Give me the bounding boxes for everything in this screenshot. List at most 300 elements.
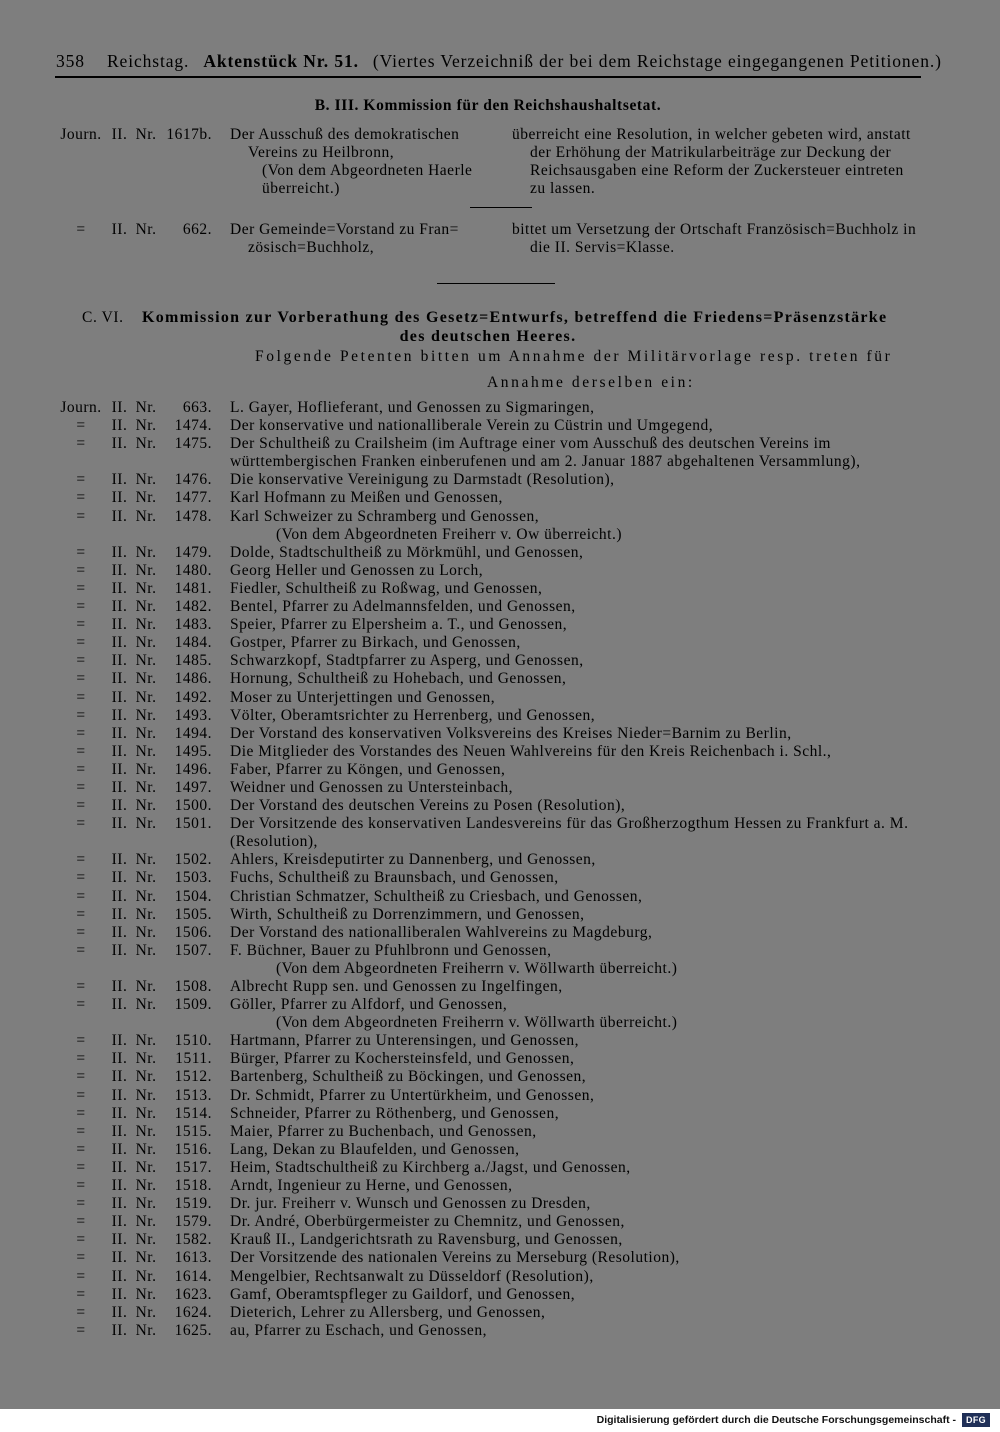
journal-reference <box>55 978 230 996</box>
journal-nr-label: Nr. <box>135 742 157 760</box>
petitioner-line: Lang, Dekan zu Blaufelden, und Genossen, <box>230 1140 520 1158</box>
journal-reference <box>55 580 230 598</box>
journal-nr-label: Nr. <box>135 1050 157 1068</box>
journal-reference <box>55 399 230 417</box>
section-c-label: C. VI. <box>82 309 124 326</box>
journal-nr-label: Nr. <box>135 1104 157 1122</box>
list-item <box>55 1231 975 1249</box>
journal-number: 1492. <box>174 688 212 706</box>
petitioner-line: au, Pfarrer zu Eschach, und Genossen, <box>230 1321 487 1339</box>
list-item <box>55 851 975 869</box>
petitioner-line: Dr. André, Oberbürgermeister zu Chemnitz, und Genossen, <box>230 1213 625 1231</box>
journal-number: 1614. <box>174 1267 212 1285</box>
journal-number: 1515. <box>174 1122 212 1140</box>
list-item <box>55 1268 975 1286</box>
journal-nr-label: Nr. <box>135 815 157 833</box>
journal-prefix: = <box>76 724 86 742</box>
journal-prefix: = <box>76 489 86 507</box>
list-item <box>55 761 975 779</box>
petitioner-text <box>230 743 975 761</box>
running-header <box>56 50 956 72</box>
journal-number: 1504. <box>174 887 212 905</box>
petitioner-text <box>230 417 975 435</box>
journal-reference <box>55 562 230 580</box>
journal-prefix: = <box>76 417 86 435</box>
journal-nr-label: Nr. <box>135 1140 157 1158</box>
journal-volume: II. <box>111 742 128 760</box>
list-item <box>55 1068 975 1086</box>
journal-reference <box>55 1268 230 1286</box>
journal-volume: II. <box>111 126 128 143</box>
journal-nr-label: Nr. <box>135 905 157 923</box>
journal-reference <box>55 417 230 435</box>
journal-prefix: = <box>76 1267 86 1285</box>
journal-prefix: = <box>76 778 86 796</box>
petition-request <box>512 221 962 257</box>
journal-nr-label: Nr. <box>135 1249 157 1267</box>
header-rule <box>55 76 921 78</box>
journal-prefix: = <box>76 471 86 489</box>
petitioner-line: Vereins zu Heilbronn, <box>248 144 395 161</box>
list-item <box>55 580 975 598</box>
list-item <box>55 888 975 906</box>
journal-volume: II. <box>111 923 128 941</box>
journal-volume: II. <box>111 706 128 724</box>
dfg-logo: DFG <box>962 1413 990 1427</box>
section-c-title-continued: des deutschen Heeres. <box>399 328 577 345</box>
journal-volume: II. <box>111 1050 128 1068</box>
journal-prefix: = <box>76 1158 86 1176</box>
petitioner-line: Gamf, Oberamtspfleger zu Gaildorf, und Genossen, <box>230 1285 576 1303</box>
petitioner-text <box>230 634 975 652</box>
journal-nr-label: Nr. <box>135 996 157 1014</box>
journal-number: 1486. <box>174 670 212 688</box>
journal-reference <box>55 707 230 725</box>
journal-number: 1497. <box>174 778 212 796</box>
journal-volume: II. <box>111 1032 128 1050</box>
list-item <box>55 616 975 634</box>
journal-number: 1494. <box>174 724 212 742</box>
petitioner-text <box>230 489 975 507</box>
petition-request <box>512 126 962 198</box>
journal-number: 1478. <box>174 507 212 525</box>
list-item <box>55 1123 975 1141</box>
petitioner-line: Der Ausschuß des demokratischen <box>230 126 460 143</box>
journal-volume: II. <box>111 1140 128 1158</box>
journal-volume: II. <box>111 670 128 688</box>
journal-volume: II. <box>111 579 128 597</box>
journal-nr-label: Nr. <box>135 1086 157 1104</box>
petitioner-text <box>230 888 975 906</box>
journal-volume: II. <box>111 561 128 579</box>
journal-volume: II. <box>111 688 128 706</box>
journal-number: 1513. <box>174 1086 212 1104</box>
journal-reference <box>55 598 230 616</box>
request-line: zu lassen. <box>530 180 596 197</box>
petitioner-line: Bartenberg, Schultheiß zu Böckingen, und Genossen, <box>230 1068 587 1086</box>
petitioner-line: württembergischen Franken einberufenen und am 2. Januar 1887 abgehaltenen Versammlung), <box>230 453 861 471</box>
petitioner-line: Dr. jur. Freiherr v. Wunsch und Genossen zu Dresden, <box>230 1195 591 1213</box>
journal-reference <box>55 670 230 688</box>
petitioner-line: Göller, Pfarrer zu Alfdorf, und Genossen, <box>230 996 508 1014</box>
journal-reference <box>55 1141 230 1159</box>
journal-number: 1501. <box>174 815 212 833</box>
journal-volume: II. <box>111 543 128 561</box>
journal-reference <box>55 1068 230 1086</box>
journal-nr-label: Nr. <box>135 706 157 724</box>
petitioner-text <box>230 508 975 544</box>
petitioner-text <box>230 435 975 471</box>
journal-volume: II. <box>111 887 128 905</box>
list-item <box>55 652 975 670</box>
petitioner-line: Arndt, Ingenieur zu Herne, und Genossen, <box>230 1177 513 1195</box>
journal-number: 1479. <box>174 543 212 561</box>
journal-nr-label: Nr. <box>135 1068 157 1086</box>
list-item <box>55 544 975 562</box>
petitioner-text <box>230 924 975 942</box>
journal-number: 1483. <box>174 616 212 634</box>
petitioner-line: L. Gayer, Hoflieferant, und Genossen zu Sigmaringen, <box>230 399 595 416</box>
journal-reference <box>55 544 230 562</box>
petitioner-line: Der Vorstand des deutschen Vereins zu Posen (Resolution), <box>230 797 626 815</box>
list-item <box>55 996 975 1032</box>
journal-nr-label: Nr. <box>135 1122 157 1140</box>
journal-reference <box>55 221 212 239</box>
journal-prefix: = <box>76 221 86 238</box>
list-item <box>55 471 975 489</box>
journal-prefix: = <box>76 1050 86 1068</box>
journal-nr-label: Nr. <box>135 598 157 616</box>
journal-number: 1519. <box>174 1195 212 1213</box>
journal-nr-label: Nr. <box>135 851 157 869</box>
petitioner-line: Bentel, Pfarrer zu Adelmannsfelden, und Genossen, <box>230 598 576 616</box>
journal-reference <box>55 869 230 887</box>
journal-prefix: = <box>76 923 86 941</box>
petitioner-text <box>230 598 975 616</box>
journal-volume: II. <box>111 471 128 489</box>
journal-prefix: = <box>76 1249 86 1267</box>
petitioner-line: Die Mitglieder des Vorstandes des Neuen Wahlvereins für den Kreis Reichenbach i. Schl., <box>230 742 832 760</box>
journal-number: 1500. <box>174 797 212 815</box>
journal-volume: II. <box>111 1249 128 1267</box>
journal-volume: II. <box>111 1177 128 1195</box>
journal-reference <box>55 471 230 489</box>
journal-number: 1613. <box>174 1249 212 1267</box>
petitioner-line: Christian Schmatzer, Schultheiß zu Criesbach, und Genossen, <box>230 887 643 905</box>
journal-nr-label: Nr. <box>135 1032 157 1050</box>
section-c-intro-continued: Annahme derselben ein: <box>487 374 695 391</box>
petition-list <box>55 399 975 1340</box>
list-item <box>55 869 975 887</box>
list-item <box>55 1141 975 1159</box>
petitioner-line: Der Schultheiß zu Crailsheim (im Auftrage einer vom Ausschuß des deutschen Vereins im <box>230 435 831 453</box>
petitioner-text <box>230 399 975 417</box>
journal-prefix: = <box>76 1140 86 1158</box>
petitioner-text <box>230 707 975 725</box>
journal-nr-label: Nr. <box>135 797 157 815</box>
journal-reference <box>55 634 230 652</box>
journal-prefix: = <box>76 797 86 815</box>
petitioner-text <box>230 580 975 598</box>
journal-volume: II. <box>111 1122 128 1140</box>
petitioner-text <box>230 1231 975 1249</box>
list-item <box>55 1032 975 1050</box>
journal-reference <box>55 435 230 471</box>
list-item <box>55 779 975 797</box>
list-item <box>55 1213 975 1231</box>
petitioner-line: Der Gemeinde=Vorstand zu Fran= <box>230 221 459 238</box>
journal-volume: II. <box>111 797 128 815</box>
header-reichstag: Reichstag. <box>106 51 190 71</box>
petitioner-line: Fiedler, Schultheiß zu Roßwag, und Genossen, <box>230 579 543 597</box>
journal-volume: II. <box>111 598 128 616</box>
list-item <box>55 1195 975 1213</box>
petitioner-line: Albrecht Rupp sen. und Genossen zu Ingelfingen, <box>230 978 563 995</box>
request-line: der Erhöhung der Matrikularbeiträge zur Deckung der <box>530 144 892 161</box>
journal-reference <box>55 1213 230 1231</box>
journal-volume: II. <box>111 1086 128 1104</box>
journal-nr-label: Nr. <box>135 652 157 670</box>
journal-prefix: = <box>76 1303 86 1321</box>
request-line: überreicht eine Resolution, in welcher gebeten wird, anstatt <box>512 126 911 143</box>
petitioner-text <box>230 544 975 562</box>
journal-prefix: = <box>76 1068 86 1086</box>
journal-prefix: = <box>76 1104 86 1122</box>
journal-nr-label: Nr. <box>135 1177 157 1195</box>
list-item <box>55 562 975 580</box>
funding-notice: Digitalisierung gefördert durch die Deutsche Forschungsgemeinschaft - <box>596 1414 956 1426</box>
petitioner-text <box>230 797 975 815</box>
journal-nr-label: Nr. <box>135 579 157 597</box>
petitioner-text <box>230 978 975 996</box>
petitioner-line: Die konservative Vereinigung zu Darmstadt (Resolution), <box>230 471 615 489</box>
journal-reference <box>55 815 230 851</box>
list-item <box>55 399 975 417</box>
petitioner-text <box>230 1213 975 1231</box>
journal-number: 1514. <box>174 1104 212 1122</box>
request-line: Reichsausgaben eine Reform der Zuckersteuer eintreten <box>530 162 904 179</box>
petitioner-text <box>230 1141 975 1159</box>
petitioner-line: Der Vorstand des nationalliberalen Wahlvereins zu Magdeburg, <box>230 923 653 941</box>
journal-number: 1476. <box>174 471 212 489</box>
petitioner-line: Weidner und Genossen zu Untersteinbach, <box>230 778 513 796</box>
journal-nr-label: Nr. <box>135 399 157 416</box>
petitioner-line: Der Vorsitzende des konservativen Landesvereins für das Großherzogthum Hessen zu Frankfurt a. M. <box>230 815 909 833</box>
journal-prefix: = <box>76 905 86 923</box>
journal-reference <box>55 616 230 634</box>
petitioner-line: Bürger, Pfarrer zu Kochersteinsfeld, und Genossen, <box>230 1050 575 1068</box>
journal-volume: II. <box>111 1213 128 1231</box>
journal-number: 1503. <box>174 869 212 887</box>
journal-number: 1517. <box>174 1158 212 1176</box>
journal-reference <box>55 652 230 670</box>
submission-note: (Von dem Abgeordneten Freiherr v. Ow überreicht.) <box>276 525 623 543</box>
journal-reference <box>55 906 230 924</box>
journal-number: 1512. <box>174 1068 212 1086</box>
journal-volume: II. <box>111 634 128 652</box>
journal-prefix: = <box>76 1231 86 1249</box>
journal-reference <box>55 1032 230 1050</box>
petitioner-text <box>230 562 975 580</box>
petitioner <box>230 126 505 198</box>
journal-volume: II. <box>111 616 128 634</box>
section-c-title: Kommission zur Vorberathung des Gesetz=Entwurfs, betreffend die Friedens=Präsenzstärke <box>142 309 888 326</box>
journal-nr-label: Nr. <box>135 561 157 579</box>
journal-nr-label: Nr. <box>135 724 157 742</box>
journal-nr-label: Nr. <box>135 471 157 489</box>
journal-prefix: = <box>76 1285 86 1303</box>
journal-number: 1508. <box>174 978 212 995</box>
journal-number: 1496. <box>174 760 212 778</box>
journal-prefix: = <box>76 616 86 634</box>
journal-prefix: = <box>76 652 86 670</box>
journal-nr-label: Nr. <box>135 1267 157 1285</box>
journal-number: 1625. <box>174 1321 212 1339</box>
journal-reference <box>55 996 230 1032</box>
journal-number: 662. <box>182 221 212 238</box>
journal-number: 1505. <box>174 905 212 923</box>
page-number: 358 <box>56 51 85 71</box>
petitioner <box>230 221 505 257</box>
list-item <box>55 1304 975 1322</box>
petitioner-line: Dolde, Stadtschultheiß zu Mörkmühl, und Genossen, <box>230 543 584 561</box>
journal-prefix: = <box>76 688 86 706</box>
petitioner-text <box>230 1268 975 1286</box>
journal-volume: II. <box>111 1068 128 1086</box>
journal-nr-label: Nr. <box>135 1195 157 1213</box>
petitioner-line: Faber, Pfarrer zu Köngen, und Genossen, <box>230 760 506 778</box>
list-item <box>55 942 975 978</box>
list-item <box>55 743 975 761</box>
journal-number: 1506. <box>174 923 212 941</box>
petitioner-text <box>230 1177 975 1195</box>
journal-volume: II. <box>111 1195 128 1213</box>
petitioner-text <box>230 1195 975 1213</box>
journal-number: 1511. <box>175 1050 212 1068</box>
journal-volume: II. <box>111 724 128 742</box>
journal-reference <box>55 888 230 906</box>
journal-prefix: = <box>76 887 86 905</box>
journal-volume: II. <box>111 941 128 959</box>
request-line: die II. Servis=Klasse. <box>530 239 675 256</box>
journal-nr-label: Nr. <box>135 1158 157 1176</box>
journal-reference <box>55 1195 230 1213</box>
journal-reference <box>55 1304 230 1322</box>
journal-volume: II. <box>111 435 128 453</box>
petitioner-line: Dr. Schmidt, Pfarrer zu Untertürkheim, und Genossen, <box>230 1086 595 1104</box>
journal-prefix: = <box>76 1177 86 1195</box>
petitioner-text <box>230 1105 975 1123</box>
journal-nr-label: Nr. <box>135 126 157 143</box>
list-item <box>55 634 975 652</box>
journal-number: 1495. <box>174 742 212 760</box>
journal-nr-label: Nr. <box>135 688 157 706</box>
journal-number: 1510. <box>174 1032 212 1050</box>
list-item <box>55 670 975 688</box>
list-item <box>55 1105 975 1123</box>
journal-reference <box>55 1249 230 1267</box>
journal-volume: II. <box>111 652 128 670</box>
journal-prefix: = <box>76 742 86 760</box>
list-item <box>55 1249 975 1267</box>
journal-volume: II. <box>111 1303 128 1321</box>
section-separator <box>437 283 555 284</box>
journal-number: 1518. <box>174 1177 212 1195</box>
journal-reference <box>55 689 230 707</box>
journal-volume: II. <box>111 778 128 796</box>
journal-number: 1482. <box>174 598 212 616</box>
journal-nr-label: Nr. <box>135 417 157 435</box>
list-item <box>55 508 975 544</box>
header-aktenstueck: Aktenstück Nr. 51. <box>203 51 359 71</box>
journal-reference <box>55 942 230 978</box>
petitioner-text <box>230 1050 975 1068</box>
petitioner-text <box>230 815 975 851</box>
petitioner-line: Heim, Stadtschultheiß zu Kirchberg a./Jagst, und Genossen, <box>230 1158 631 1176</box>
journal-nr-label: Nr. <box>135 923 157 941</box>
petitioner-text <box>230 851 975 869</box>
petitioner-line: F. Büchner, Bauer zu Pfuhlbronn und Genossen, <box>230 941 552 959</box>
journal-prefix: = <box>76 815 86 833</box>
list-item <box>55 489 975 507</box>
journal-prefix: = <box>76 978 86 995</box>
petitioner-line: Der Vorsitzende des nationalen Vereins zu Merseburg (Resolution), <box>230 1249 680 1267</box>
petitioner-line: Krauß II., Landgerichtsrath zu Ravensburg, und Genossen, <box>230 1231 623 1249</box>
petitioner-text <box>230 725 975 743</box>
journal-number: 1623. <box>174 1285 212 1303</box>
journal-prefix: Journ. <box>60 126 102 143</box>
journal-reference <box>55 1286 230 1304</box>
journal-reference <box>55 1231 230 1249</box>
journal-reference <box>55 1050 230 1068</box>
journal-volume: II. <box>111 760 128 778</box>
journal-prefix: Journ. <box>60 399 102 416</box>
petitioner-line: Hartmann, Pfarrer zu Unterensingen, und Genossen, <box>230 1032 580 1050</box>
journal-nr-label: Nr. <box>135 941 157 959</box>
journal-prefix: = <box>76 507 86 525</box>
journal-volume: II. <box>111 1158 128 1176</box>
journal-nr-label: Nr. <box>135 543 157 561</box>
journal-number: 1481. <box>174 579 212 597</box>
petitioner-line: Dieterich, Lehrer zu Allersberg, und Genossen, <box>230 1303 546 1321</box>
journal-reference <box>55 779 230 797</box>
journal-number: 1485. <box>174 652 212 670</box>
journal-nr-label: Nr. <box>135 760 157 778</box>
list-item <box>55 1286 975 1304</box>
journal-volume: II. <box>111 1321 128 1339</box>
journal-nr-label: Nr. <box>135 1231 157 1249</box>
journal-prefix: = <box>76 1213 86 1231</box>
journal-nr-label: Nr. <box>135 489 157 507</box>
list-item <box>55 1087 975 1105</box>
petitioner-text <box>230 1322 975 1340</box>
journal-volume: II. <box>111 978 128 995</box>
petitioner-line: Karl Schweizer zu Schramberg und Genossen, <box>230 507 540 525</box>
journal-nr-label: Nr. <box>135 1213 157 1231</box>
journal-nr-label: Nr. <box>135 778 157 796</box>
journal-volume: II. <box>111 399 128 416</box>
list-item <box>55 797 975 815</box>
journal-number: 1493. <box>174 706 212 724</box>
list-item <box>55 906 975 924</box>
footer-bar <box>0 1409 1000 1432</box>
petitioner-line: Hornung, Schultheiß zu Hohebach, und Genossen, <box>230 670 567 688</box>
petitioner-text <box>230 1068 975 1086</box>
request-line: bittet um Versetzung der Ortschaft Französisch=Buchholz in <box>512 221 917 238</box>
list-item <box>55 1159 975 1177</box>
journal-reference <box>55 1322 230 1340</box>
list-item <box>55 815 975 851</box>
